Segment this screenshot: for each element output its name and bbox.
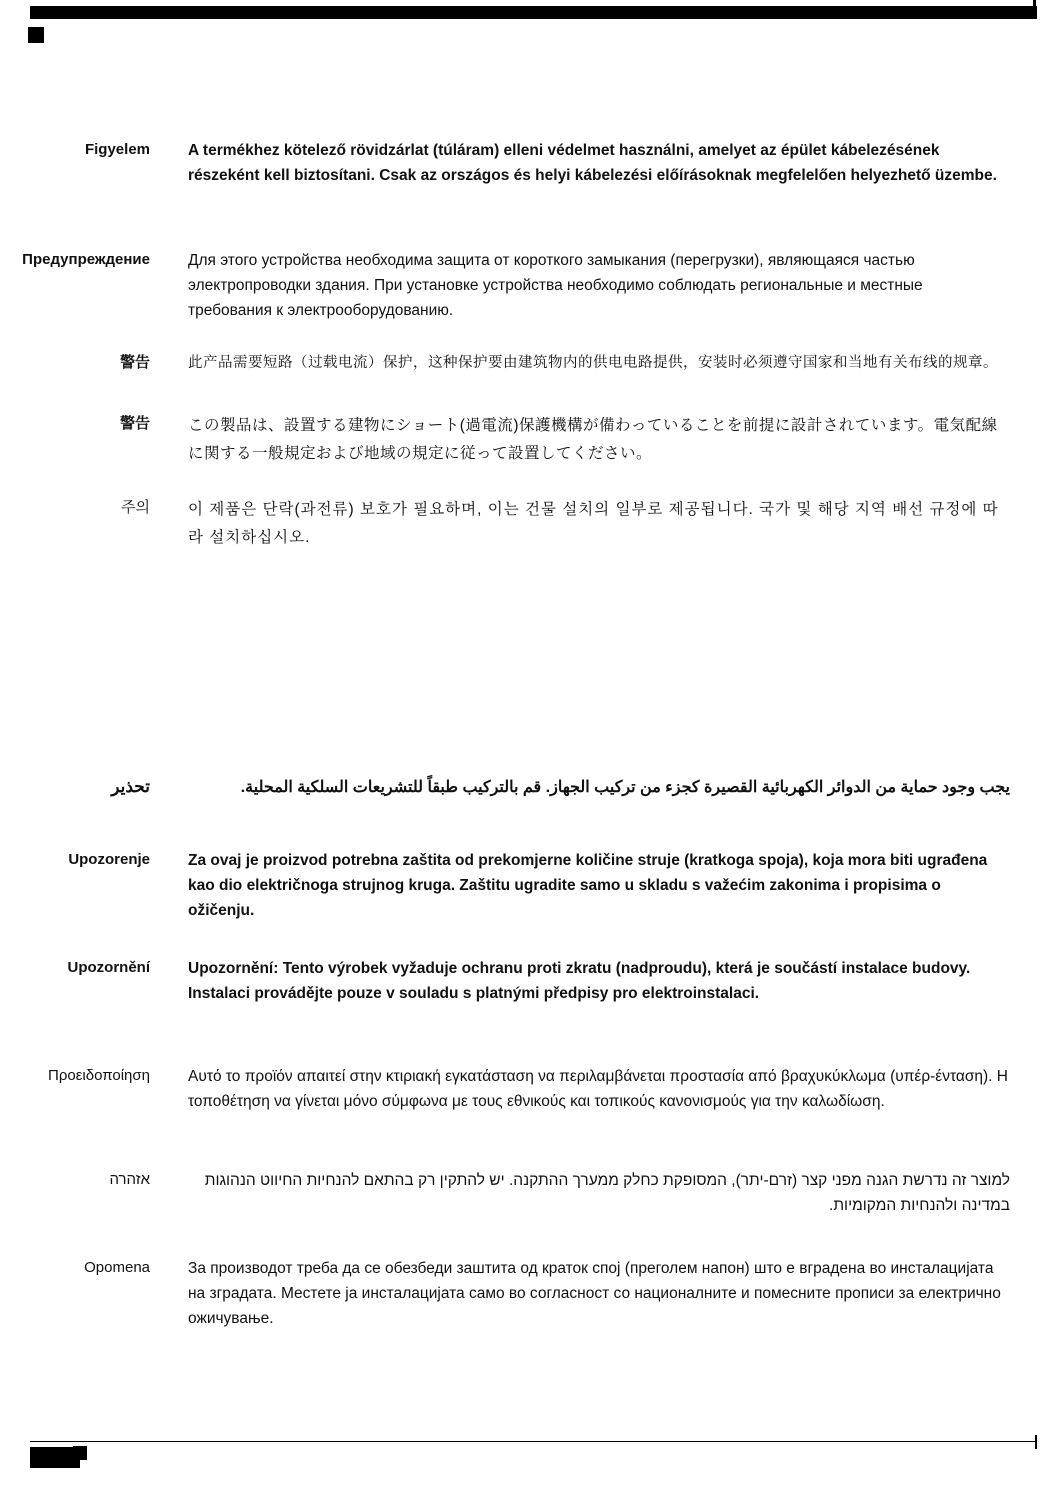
- warning-label: Upozornění: [67, 959, 150, 976]
- warning-text: Upozornění: Tento výrobek vyžaduje ochranu proti zkratu (nadproudu), která je součástí instalace budovy. Instalaci provádějte pouze v souladu s platnými předpisy pro elektroinstalaci.: [188, 960, 971, 1002]
- warning-row-macedonian: [8, 1256, 1038, 1331]
- footer-right-tick: [1035, 1435, 1037, 1449]
- warning-row-chinese: [8, 351, 1038, 376]
- warning-row-czech: [8, 956, 1038, 1006]
- top-left-square-marker: [28, 27, 44, 43]
- warning-text: Αυτό το προϊόν απαιτεί στην κτιριακή εγκατάσταση να περιλαμβάνεται προστασία από βραχυκύκλωμα (υπέρ-ένταση). Η τοποθέτηση να γίνεται μόνο σύμφωνα με τους εθνικούς και τοπικούς κανονισμούς για την καλωδίωση.: [188, 1068, 1008, 1110]
- warning-label: Προειδοποίηση: [48, 1067, 150, 1084]
- warning-row-arabic: [8, 775, 1038, 800]
- warning-label: 주의: [121, 499, 150, 516]
- warning-row-hebrew: [8, 1168, 1038, 1218]
- warning-text: A termékhez kötelező rövidzárlat (túláram) elleni védelmet használni, amelyet az épület kábelezésének részeként kell biztosítani. Csak az országos és helyi kábelezési előírásoknak megfelelően helyezhető üzembe.: [188, 142, 997, 184]
- warning-row-greek: [8, 1064, 1038, 1114]
- warning-label: Upozorenje: [68, 851, 150, 868]
- warning-label: تحذير: [111, 777, 150, 796]
- warning-text: この製品は、設置する建物にショート(過電流)保護機構が備わっていることを前提に設計されています。電気配線に関する一般規定および地域の規定に従って設置してください。: [188, 417, 998, 462]
- top-rule: [30, 6, 1037, 19]
- warning-text: 此产品需要短路（过载电流）保护，这种保护要由建筑物内的供电电路提供，安装时必须遵守国家和当地有关布线的规章。: [188, 355, 998, 371]
- footer-square-marker: [73, 1446, 87, 1460]
- warning-label: 警告: [119, 415, 150, 432]
- warning-row-japanese: [8, 412, 1038, 468]
- warning-text: Для этого устройства необходима защита от короткого замыкания (перегрузки), являющаяся частью электропроводки здания. При установке устройства необходимо соблюдать региональные и местные требования к электрооборудованию.: [188, 252, 923, 319]
- warning-label: Figyelem: [84, 141, 150, 158]
- warning-row-russian: [8, 248, 1038, 323]
- warning-row-hungarian: [8, 138, 1038, 188]
- warning-label: Предупреждение: [22, 251, 150, 268]
- warning-label: אזהרה: [109, 1171, 150, 1188]
- footer-rule: [30, 1441, 1037, 1442]
- warning-text: За производот треба да се обезбеди заштита од краток спој (преголем напон) што е вградена во инсталацијата на зградата. Местете ја инсталацијата само во согласност со националните и помесните прописи за електрично ожичување.: [188, 1260, 1001, 1327]
- warning-text: Za ovaj je proizvod potrebna zaštita od prekomjerne količine struje (kratkoga spoja), koja mora biti ugrađena kao dio električnoga strujnog kruga. Zaštitu ugradite samo u skladu s važećim zakonima i propisima o ožičenju.: [188, 852, 988, 919]
- warning-label: 警告: [119, 354, 150, 371]
- warning-text: يجب وجود حماية من الدوائر الكهربائية القصيرة كجزء من تركيب الجهاز. قم بالتركيب طبقاً للتشريعات السلكية المحلية.: [240, 779, 1010, 796]
- warning-text: 이 제품은 단락(과전류) 보호가 필요하며, 이는 건물 설치의 일부로 제공됩니다. 국가 및 해당 지역 배선 규정에 따라 설치하십시오.: [188, 501, 999, 546]
- top-right-crop-mark: [1033, 0, 1036, 8]
- warning-row-korean: [8, 496, 1038, 552]
- warning-row-croatian: [8, 848, 1038, 923]
- warning-text: למוצר זה נדרשת הגנה מפני קצר (זרם-יתר), המסופקת כחלק ממערך ההתקנה. יש להתקין רק בהתאם להנחיות החיווט הנהוגות במדינה ולהנחיות המקומיות.: [204, 1172, 1010, 1214]
- warning-label: Opomena: [84, 1259, 150, 1276]
